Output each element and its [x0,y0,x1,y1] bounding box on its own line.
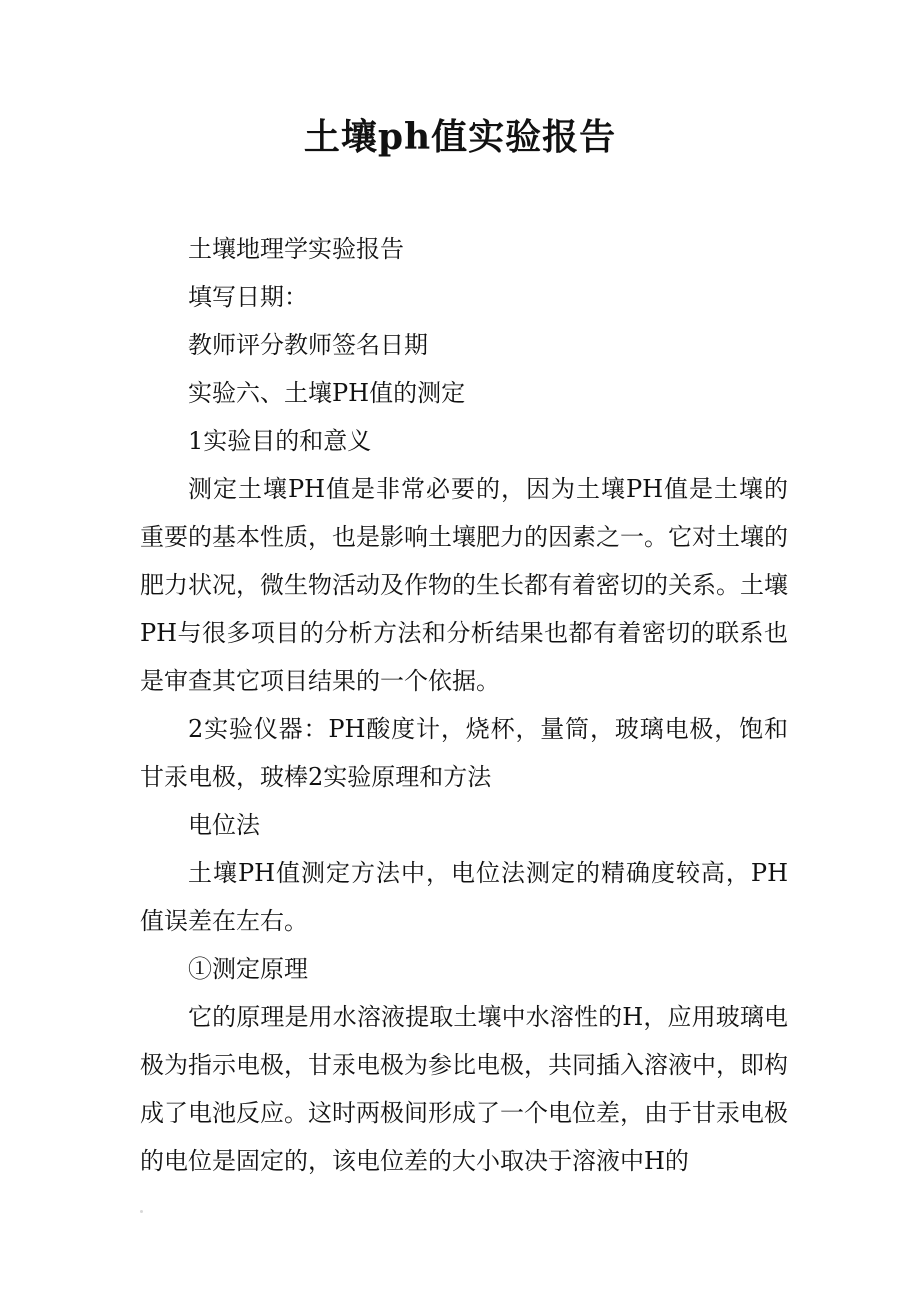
paragraph-teacher-score: 教师评分教师签名日期 [188,331,428,359]
paragraph-experiment-title: 实验六、土壤PH值的测定 [188,379,466,407]
paragraph-method-text: 土壤PH值测定方法中，电位法测定的精确度较高，PH值误差在左右。 [140,859,788,935]
paragraph-method-title: 电位法 [188,811,260,839]
paragraph-instruments: 2实验仪器：PH酸度计，烧杯，量筒，玻璃电极，饱和甘汞电极，玻棒2实验原理和方法 [140,715,788,791]
document-body [140,225,788,1185]
paragraph-subtitle: 土壤地理学实验报告 [188,235,404,263]
document-title: 土壤ph值实验报告 [303,116,617,158]
page-dot-mark [140,1210,143,1213]
paragraph-section-purpose: 1实验目的和意义 [188,427,372,455]
paragraph-principle-title: ①测定原理 [188,955,308,983]
paragraph-purpose-text: 测定土壤PH值是非常必要的，因为土壤PH值是土壤的重要的基本性质，也是影响土壤肥力的因素之一。它对土壤的肥力状况，微生物活动及作物的生长都有着密切的关系。土壤PH与很多项目的分析方法和分析结果也都有着密切的联系也是审查其它项目结果的一个依据。 [140,475,788,695]
paragraph-principle-text: 它的原理是用水溶液提取土壤中水溶性的H，应用玻璃电极为指示电极，甘汞电极为参比电极，共同插入溶液中，即构成了电池反应。这时两极间形成了一个电位差，由于甘汞电极的电位是固定的，该电位差的大小取决于溶液中H的 [140,1003,788,1175]
paragraph-fill-date: 填写日期： [188,283,308,311]
